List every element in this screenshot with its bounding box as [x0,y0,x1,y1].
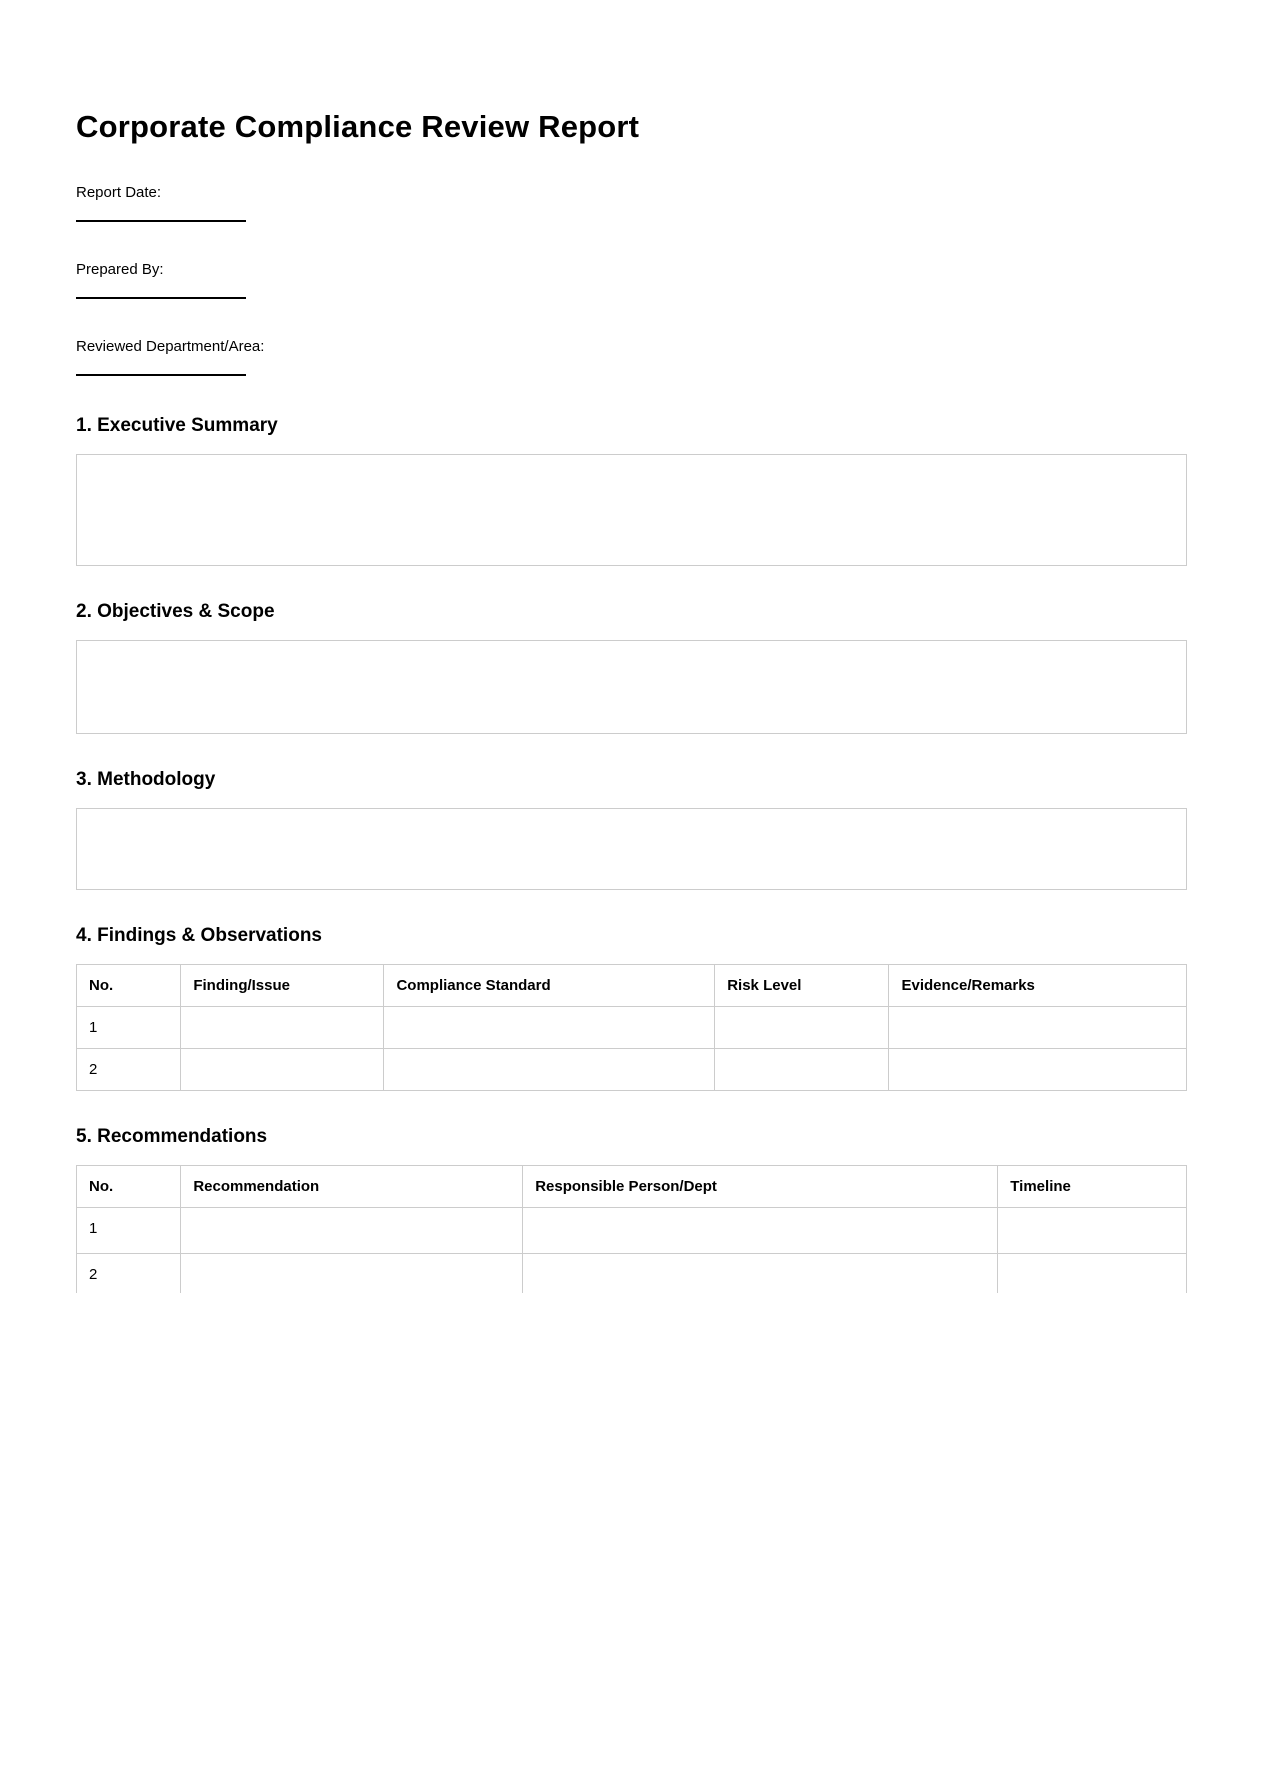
recommendations-cell-responsible[interactable] [523,1254,998,1294]
recommendations-row-number: 1 [77,1208,181,1254]
findings-heading: 4. Findings & Observations [76,925,322,947]
findings-header-row [77,965,1187,1007]
executive-summary-heading: 1. Executive Summary [76,415,278,437]
findings-cell-evidence[interactable] [889,1049,1187,1091]
section-recommendations [76,1125,1187,1293]
findings-cell-standard[interactable] [384,1049,715,1091]
table-row [77,1254,1187,1294]
recommendations-cell-recommendation[interactable] [181,1208,523,1254]
findings-cell-finding[interactable] [181,1007,384,1049]
recommendations-cell-timeline[interactable] [998,1254,1187,1294]
recommendations-cell-timeline[interactable] [998,1208,1187,1254]
reviewed-department-input-line[interactable] [76,356,246,376]
recommendations-cell-responsible[interactable] [523,1208,998,1254]
section-findings [76,924,1187,1091]
recommendations-table [76,1165,1187,1293]
findings-cell-standard[interactable] [384,1007,715,1049]
objectives-scope-heading: 2. Objectives & Scope [76,601,275,623]
report-title: Corporate Compliance Review Report [76,109,640,144]
recommendations-col-recommendation: Recommendation [181,1166,523,1208]
recommendations-col-responsible: Responsible Person/Dept [523,1166,998,1208]
report-date-input-line[interactable] [76,202,246,222]
field-reviewed-department [76,337,1187,376]
section-executive-summary [76,414,1187,566]
field-report-date [76,183,1187,222]
objectives-scope-input[interactable] [76,640,1187,734]
findings-cell-evidence[interactable] [889,1007,1187,1049]
findings-cell-risk[interactable] [715,1007,889,1049]
recommendations-row-number: 2 [77,1254,181,1294]
field-prepared-by [76,260,1187,299]
prepared-by-input-line[interactable] [76,279,246,299]
findings-col-risk-level: Risk Level [715,965,889,1007]
recommendations-col-no: No. [77,1166,181,1208]
findings-col-evidence-remarks: Evidence/Remarks [889,965,1187,1007]
findings-col-compliance-standard: Compliance Standard [384,965,715,1007]
findings-row-number: 1 [77,1007,181,1049]
table-row [77,1007,1187,1049]
findings-cell-risk[interactable] [715,1049,889,1091]
findings-col-finding-issue: Finding/Issue [181,965,384,1007]
report-date-label: Report Date: [76,184,162,202]
findings-col-no: No. [77,965,181,1007]
recommendations-header-row [77,1166,1187,1208]
methodology-heading: 3. Methodology [76,769,216,791]
recommendations-heading: 5. Recommendations [76,1126,268,1148]
section-objectives-scope [76,600,1187,734]
findings-row-number: 2 [77,1049,181,1091]
table-row [77,1049,1187,1091]
methodology-input[interactable] [76,808,1187,890]
recommendations-cell-recommendation[interactable] [181,1254,523,1294]
executive-summary-input[interactable] [76,454,1187,566]
reviewed-department-label: Reviewed Department/Area: [76,338,265,356]
recommendations-table-clip [76,1165,1187,1293]
section-methodology [76,768,1187,890]
prepared-by-label: Prepared By: [76,261,164,279]
table-row [77,1208,1187,1254]
findings-cell-finding[interactable] [181,1049,384,1091]
findings-table [76,964,1187,1091]
recommendations-col-timeline: Timeline [998,1166,1187,1208]
